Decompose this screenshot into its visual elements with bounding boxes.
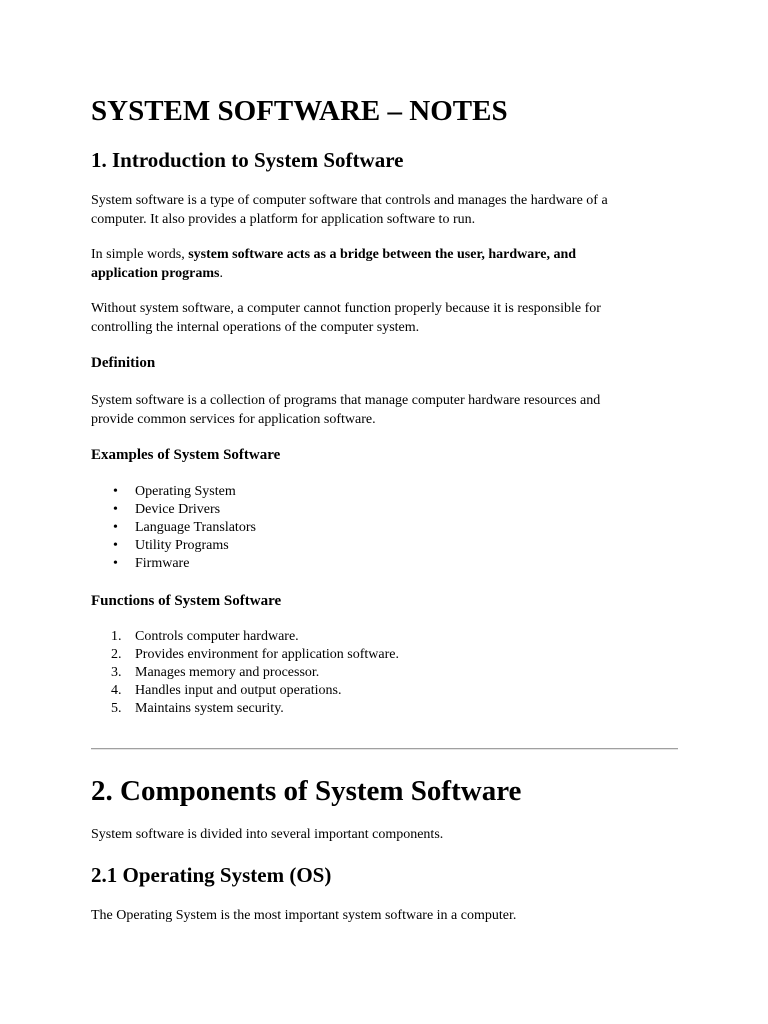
list-item-text: Handles input and output operations. bbox=[135, 683, 342, 698]
functions-list bbox=[91, 628, 399, 718]
bullet-icon: • bbox=[113, 502, 118, 517]
list-item-text: Operating System bbox=[135, 484, 236, 499]
section-1-heading: 1. Introduction to System Software bbox=[91, 148, 404, 172]
list-item bbox=[91, 555, 256, 573]
bridge-paragraph-line-2 bbox=[91, 264, 223, 283]
list-item bbox=[91, 519, 256, 537]
definition-line-1: System software is a collection of programs that manage computer hardware resources and bbox=[91, 393, 601, 408]
bridge-prefix: In simple words, bbox=[91, 247, 189, 262]
list-item bbox=[91, 664, 399, 682]
list-item bbox=[91, 700, 399, 718]
definition-heading: Definition bbox=[91, 355, 156, 371]
list-number: 4. bbox=[111, 683, 122, 698]
horizontal-divider bbox=[91, 748, 678, 750]
list-item bbox=[91, 628, 399, 646]
operating-system-paragraph: The Operating System is the most important system software in a computer. bbox=[91, 908, 517, 923]
list-item bbox=[91, 537, 256, 555]
list-item-text: Utility Programs bbox=[135, 538, 229, 553]
list-item-text: Manages memory and processor. bbox=[135, 665, 320, 680]
list-item-text: Language Translators bbox=[135, 520, 256, 535]
examples-list bbox=[91, 483, 256, 573]
list-item-text: Maintains system security. bbox=[135, 701, 284, 716]
list-item bbox=[91, 501, 256, 519]
functions-heading: Functions of System Software bbox=[91, 593, 282, 609]
list-number: 3. bbox=[111, 665, 122, 680]
bullet-icon: • bbox=[113, 556, 118, 571]
bridge-paragraph-line-1 bbox=[91, 245, 576, 264]
page-title: SYSTEM SOFTWARE – NOTES bbox=[91, 95, 508, 127]
operating-system-heading: 2.1 Operating System (OS) bbox=[91, 863, 332, 887]
function-paragraph-line-1: Without system software, a computer cannot function properly because it is responsible for bbox=[91, 301, 601, 316]
bridge-bold-text: system software acts as a bridge between the user, hardware, and bbox=[188, 247, 577, 262]
list-number: 5. bbox=[111, 701, 122, 716]
section-2-intro: System software is divided into several important components. bbox=[91, 827, 444, 842]
list-item-text: Provides environment for application software. bbox=[135, 647, 399, 662]
bridge-bold-text-2: application programs bbox=[91, 266, 220, 281]
intro-paragraph-line-1: System software is a type of computer software that controls and manages the hardware of a bbox=[91, 193, 608, 208]
list-item bbox=[91, 646, 399, 664]
list-item-text: Device Drivers bbox=[135, 502, 221, 517]
definition-line-2: provide common services for application software. bbox=[91, 412, 376, 427]
list-item bbox=[91, 682, 399, 700]
bullet-icon: • bbox=[113, 520, 118, 535]
list-item-text: Controls computer hardware. bbox=[135, 629, 299, 644]
examples-heading: Examples of System Software bbox=[91, 447, 281, 463]
list-number: 2. bbox=[111, 647, 122, 662]
function-paragraph-line-2: controlling the internal operations of the computer system. bbox=[91, 320, 420, 335]
list-item-text: Firmware bbox=[135, 556, 190, 571]
bridge-suffix: . bbox=[219, 266, 223, 281]
list-item bbox=[91, 483, 256, 501]
bullet-icon: • bbox=[113, 538, 118, 553]
intro-paragraph-line-2: computer. It also provides a platform for application software to run. bbox=[91, 212, 476, 227]
section-2-heading: 2. Components of System Software bbox=[91, 775, 522, 807]
list-number: 1. bbox=[111, 629, 122, 644]
bullet-icon: • bbox=[113, 484, 118, 499]
